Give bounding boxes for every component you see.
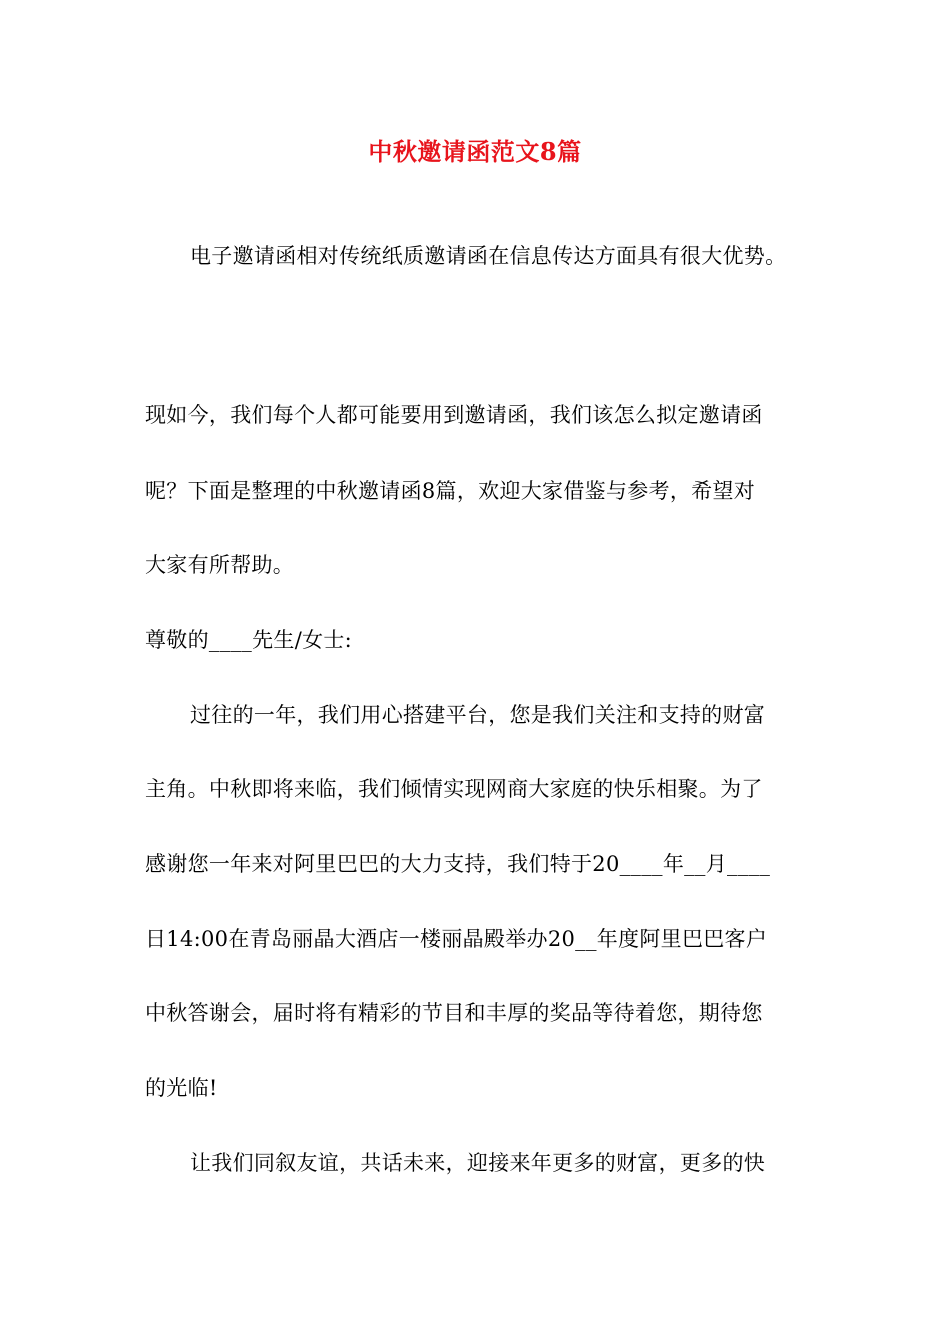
paragraph-line: 呢？下面是整理的中秋邀请函8篇，欢迎大家借鉴与参考，希望对 [145,479,756,503]
paragraph-line: 感谢您一年来对阿里巴巴的大力支持，我们特于20____年__月____ [145,852,771,876]
paragraph-line: 过往的一年，我们用心搭建平台，您是我们关注和支持的财富 [190,703,766,727]
paragraph-line: 电子邀请函相对传统纸质邀请函在信息传达方面具有很大优势。 [190,244,787,268]
paragraph-line: 的光临! [145,1076,218,1100]
paragraph-line: 让我们同叙友谊，共话未来，迎接来年更多的财富，更多的快 [190,1151,766,1175]
paragraph-line: 日14:00在青岛丽晶大酒店一楼丽晶殿举办20__年度阿里巴巴客户 [145,927,768,951]
paragraph-line: 大家有所帮助。 [145,553,295,577]
paragraph-line: 主角。中秋即将来临，我们倾情实现网商大家庭的快乐相聚。为了 [145,777,763,801]
document-title: 中秋邀请函范文8篇 [368,137,582,166]
paragraph-line: 现如今，我们每个人都可能要用到邀请函，我们该怎么拟定邀请函 [145,403,763,427]
salutation-line: 尊敬的____先生/女士: [145,628,353,652]
paragraph-line: 中秋答谢会，届时将有精彩的节目和丰厚的奖品等待着您，期待您 [145,1001,763,1025]
